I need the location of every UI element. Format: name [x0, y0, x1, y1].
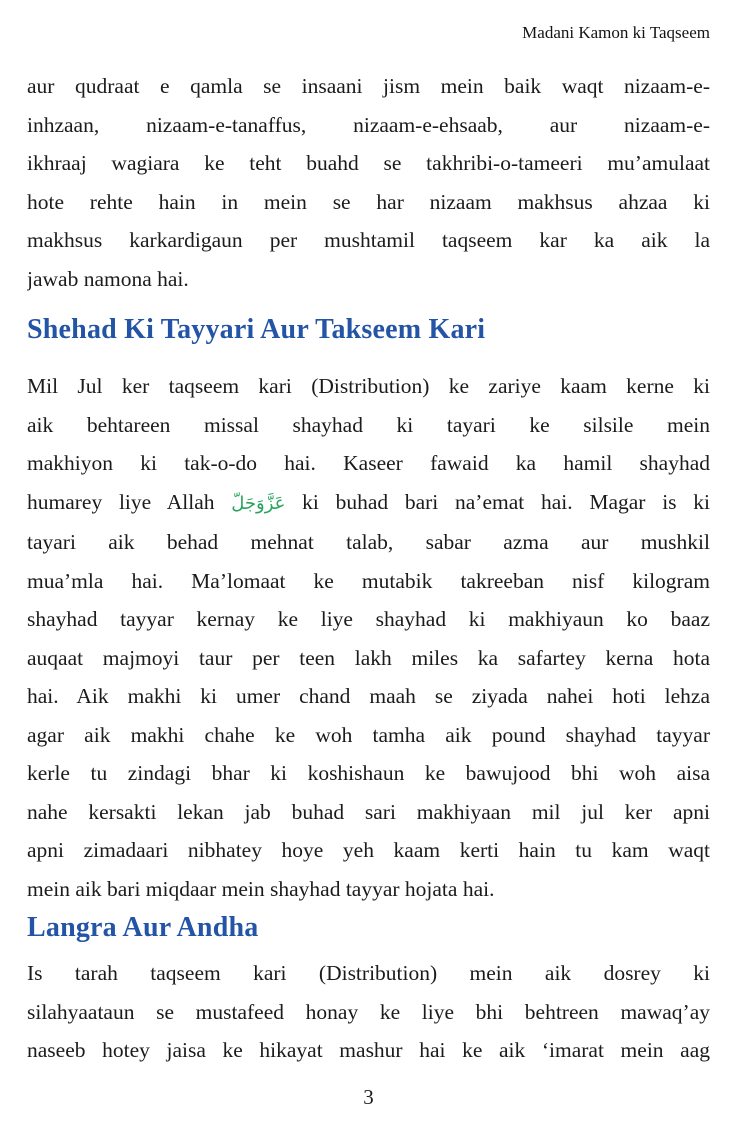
text-line: Is tarah taqseem kari (Distribution) mein aik dosrey ki	[27, 961, 710, 985]
text-line: aur qudraat e qamla se insaani jism mein baik waqt nizaam-e-	[27, 74, 710, 98]
text-line: nahe kersakti lekan jab buhad sari makhiyaan mil jul ker apni	[27, 799, 710, 824]
paragraph	[27, 67, 710, 298]
text-line: jawab namona hai.	[27, 266, 189, 291]
text-line: mua’mla hai. Ma’lomaat ke mutabik takreeban nisf kilogram	[27, 568, 710, 593]
text-line: makhiyon ki tak-o-do hai. Kaseer fawaid ka hamil shayhad	[27, 451, 710, 475]
paragraph	[27, 954, 710, 1070]
paragraph	[27, 367, 710, 908]
page-body	[27, 67, 710, 1070]
text-line: auqaat majmoyi taur per teen lakh miles ka safartey kerna hota	[27, 645, 710, 670]
text-line: mein aik bari miqdaar mein shayhad tayyar hojata hai.	[27, 876, 495, 901]
text-line: naseeb hotey jaisa ke hikayat mashur hai ke aik ‘imarat mein aag	[27, 1038, 710, 1062]
text-line: apni zimadaari nibhatey hoye yeh kaam kerti hain tu kam waqt	[27, 838, 710, 862]
text-line: tayari aik behad mehnat talab, sabar azma aur mushkil	[27, 530, 710, 554]
text-line: makhsus karkardigaun per mushtamil taqseem kar ka aik la	[27, 228, 710, 252]
text-line: aik behtareen missal shayhad ki tayari ke silsile mein	[27, 412, 710, 437]
section-heading: Shehad Ki Tayyari Aur Takseem Kari	[27, 314, 486, 345]
text-line: kerle tu zindagi bhar ki koshishaun ke bawujood bhi woh aisa	[27, 761, 710, 785]
text-segment: ki buhad bari na’emat hai. Magar is ki	[285, 489, 710, 514]
text-line: Mil Jul ker taqseem kari (Distribution) ke zariye kaam kerne ki	[27, 374, 710, 398]
text-line: inhzaan, nizaam-e-tanaffus, nizaam-e-ehsaab, aur nizaam-e-	[27, 112, 710, 137]
text-line: hote rehte hain in mein se har nizaam makhsus ahzaa ki	[27, 189, 710, 214]
text-line: ikhraaj wagiara ke teht buahd se takhribi-o-tameeri mu’amulaat	[27, 151, 710, 175]
page-number: 3	[363, 1084, 374, 1109]
section-heading: Langra Aur Andha	[27, 912, 259, 943]
allah-honorific-arabic: عَزَّوَجَلّ	[231, 492, 286, 514]
text-segment: humarey liye Allah	[27, 489, 232, 514]
running-header: Madani Kamon ki Taqseem	[522, 23, 710, 42]
text-line: agar aik makhi chahe ke woh tamha aik pound shayhad tayyar	[27, 722, 710, 747]
text-line	[27, 483, 710, 524]
text-line: hai. Aik makhi ki umer chand maah se ziyada nahei hoti lehza	[27, 684, 710, 708]
text-line: shayhad tayyar kernay ke liye shayhad ki makhiyaun ko baaz	[27, 607, 710, 631]
text-line: silahyaataun se mustafeed honay ke liye bhi behtreen mawaq’ay	[27, 999, 710, 1024]
